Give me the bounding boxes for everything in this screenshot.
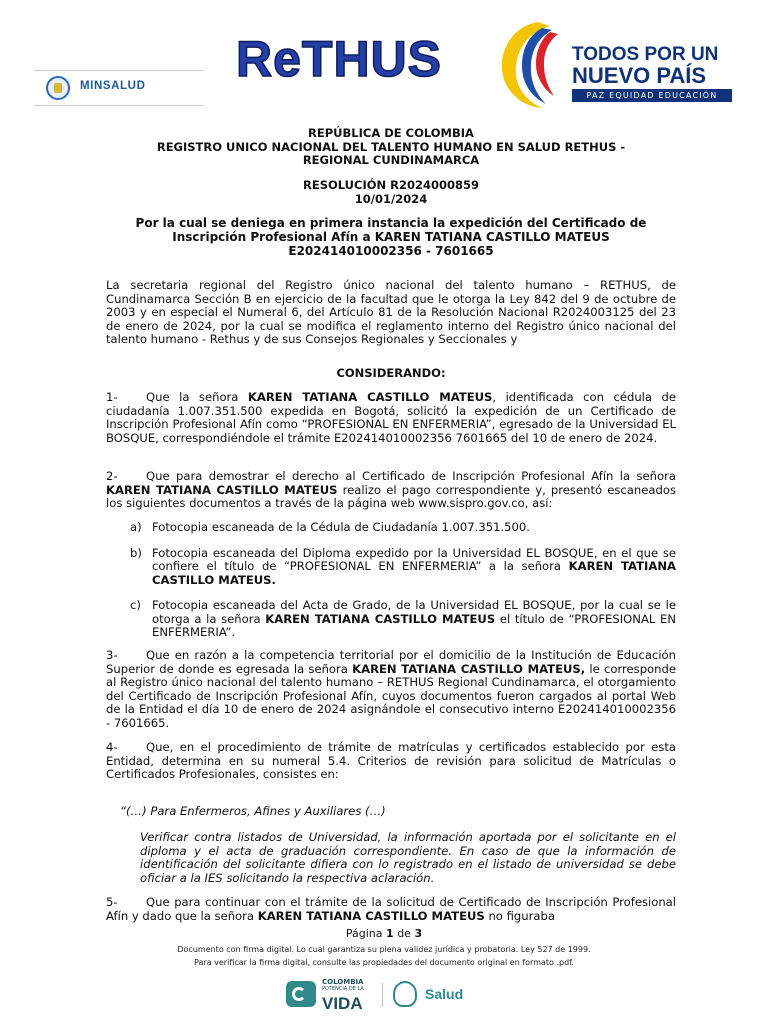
applicant-name: KAREN TATIANA CASTILLO MATEUS (106, 482, 338, 497)
list-item-bold-name: KAREN TATIANA CASTILLO MATEUS. (152, 559, 677, 587)
applicant-name: KAREN TATIANA CASTILLO MATEUS (257, 908, 485, 923)
digital-signature-note: Documento con firma digital. Lo cual garantiza su plena validez jurídica y probatoria. Ley 527 de 1999. (177, 945, 591, 954)
colombia-shield-icon (393, 981, 417, 1007)
minsalud-logo (34, 70, 204, 106)
page-word: Página (345, 927, 383, 940)
paragraph-2-number: 2- (106, 469, 118, 483)
document-header (0, 0, 768, 118)
paragraph-4-text: Que, en el procedimiento de trámite de matrículas y certificados establecido por esta Entidad, determina en su numeral 5.4. Criterios de revisión para solicitud de Matrículas o Certificados Profesionales, consistes en: (106, 740, 676, 781)
considerando-heading: CONSIDERANDO: (336, 366, 446, 380)
list-item-text: Fotocopia escaneada de la Cédula de Ciudadanía 1.007.351.500. (152, 520, 530, 534)
subject-line2: Inscripción Profesional Afín a KAREN TATIANA CASTILLO MATEUS (172, 230, 610, 244)
page-indicator (0, 927, 768, 940)
logo-divider (382, 983, 383, 1007)
list-item (130, 521, 676, 535)
quote-heading: “(…) Para Enfermeros, Afines y Auxiliares (…) (120, 804, 386, 818)
salud-logo-text: Salud (425, 986, 464, 1002)
verify-signature-note: Para verificar la firma digital, consulte las propiedades del documento original en formato .pdf. (194, 958, 574, 967)
page-of: de (397, 927, 411, 940)
paragraph-2-text-b: realizo el pago correspondiente y, presentó escaneados los siguientes documentos a través de la página web www.sispro.gov.co, así: (106, 482, 676, 510)
quote-criterion-text: Verificar contra listados de Universidad, la información aportada por el solicitante en el diploma y el acta de graduación correspondiente. En caso de que la información de identificación del solicitante difiera con lo registrado en el listado de universidad se debe oficiar a la IES solicitando la respectiva aclaración. (140, 830, 676, 885)
subject-line3: E202414010002356 - 7601665 (288, 244, 494, 258)
colombia-flag-swoosh-icon (498, 18, 578, 110)
minsalud-label: MINSALUD (80, 80, 146, 92)
campaign-line2: NUEVO PAÍS (572, 63, 707, 88)
paragraph-2-text-a: Que para demostrar el derecho al Certificado de Inscripción Profesional Afín la señora (146, 469, 676, 483)
paragraph-1-number: 1- (106, 390, 118, 404)
colombia-vida-icon (286, 981, 316, 1007)
paragraph-1 (106, 391, 676, 445)
list-item-label: c) (130, 598, 141, 612)
paragraph-4 (106, 741, 676, 782)
intro-paragraph: La secretaria regional del Registro único nacional del talento humano – RETHUS, de Cundinamarca Sección B en ejercicio de la facultad que le otorga la Ley 842 del 9 de octubre de 2003 y en especial el Numeral 6, del Artículo 81 de la Resolución Nacional R2024003125 del 23 de enero de 2024, por la cual se modifica el reglamento interno del Registro único nacional del talento humano - Rethus y de sus Consejos Regionales y Seccionales y (106, 278, 676, 346)
page-total: 3 (414, 927, 423, 940)
list-item-text-end: el título de “PROFESIONAL EN ENFERMERIA”. (152, 611, 676, 639)
document-list (130, 521, 676, 640)
paragraph-2 (106, 470, 676, 511)
resolution-date: 10/01/2024 (354, 191, 428, 206)
title-block (106, 127, 676, 168)
paragraph-5-number: 5- (106, 895, 118, 909)
list-item-text: Fotocopia escaneada del Acta de Grado, de la Universidad EL BOSQUE, por la cual se le otorga a la señora (152, 598, 676, 626)
applicant-name: KAREN TATIANA CASTILLO MATEUS, (352, 661, 586, 676)
regional-line: REGIONAL CUNDINAMARCA (302, 153, 480, 167)
colombia-vida-small-text (322, 979, 364, 993)
campaign-tagline: PAZ EQUIDAD EDUCACIÓN (572, 89, 732, 102)
paragraph-5-text-b: no figuraba (484, 908, 555, 923)
list-item-label: b) (130, 545, 142, 560)
paragraph-3-text-a: Que en razón a la competencia territorial por el domicilio de la Institución de Educación Superior de donde es egresada la señora (106, 648, 676, 676)
paragraph-4-number: 4- (106, 740, 118, 754)
paragraph-3-text-b: le corresponde al Registro único nacional del talento humano – RETHUS Regional Cundinamarca, el otorgamiento del Certificado de Inscripción Profesional Afín, cuyos documentos fueron cargados al portal Web de la Entidad el día 10 de enero de 2024 asignándole el consecutivo interno E202414010002356 - 7601665. (106, 661, 676, 730)
todos-por-un-nuevo-pais-logo (498, 18, 738, 110)
list-item (130, 599, 676, 640)
paragraph-3-number: 3- (106, 648, 118, 662)
rethus-logo: ReTHUS (236, 31, 443, 87)
subject-line1: Por la cual se deniega en primera instancia la expedición del Certificado de (135, 216, 647, 230)
page-number: 1 (386, 927, 394, 940)
vida-word: VIDA (322, 994, 363, 1013)
resolution-block (106, 179, 676, 206)
list-item-label: a) (130, 520, 142, 534)
paragraph-3 (106, 649, 676, 730)
list-item (130, 547, 676, 588)
paragraph-5-text-a: Que para continuar con el trámite de la solicitud de Certificado de Inscripción Profesional Afín y dado que la señora (106, 895, 676, 923)
potencia-word: POTENCIA DE LA (322, 986, 364, 992)
campaign-line1: TODOS POR UN (572, 44, 719, 65)
list-item-text: Fotocopia escaneada del Diploma expedido por la Universidad EL BOSQUE, en el que se confiere el título de “PROFESIONAL EN ENFERMERIA” a la señora (152, 545, 676, 573)
footer-logos (0, 975, 768, 1015)
paragraph-1-text-b: , identificada con cédula de ciudadanía 1.007.351.500 expedida en Bogotá, solicitó la expedición de un Certificado de Inscripción Profesional Afín como “PROFESIONAL EN ENFERMERIA”, egresado de la Universidad EL BOSQUE, correspondiéndole el trámite E202414010002356 7601665 del 10 de enero de 2024. (106, 390, 676, 445)
country-line: REPÚBLICA DE COLOMBIA (308, 126, 474, 140)
resolution-subject (106, 216, 676, 258)
colombia-seal-icon (46, 76, 70, 100)
list-item-bold-name: KAREN TATIANA CASTILLO MATEUS (265, 611, 496, 626)
quote-criterion (130, 831, 676, 885)
registry-line: REGISTRO UNICO NACIONAL DEL TALENTO HUMANO EN SALUD RETHUS - (156, 139, 626, 154)
paragraph-5 (106, 896, 676, 923)
paragraph-1-text-a: Que la señora (146, 390, 248, 404)
applicant-name: KAREN TATIANA CASTILLO MATEUS (247, 390, 493, 404)
resolution-number: RESOLUCIÓN R2024000859 (302, 178, 480, 192)
colombia-word: COLOMBIA (322, 978, 364, 986)
